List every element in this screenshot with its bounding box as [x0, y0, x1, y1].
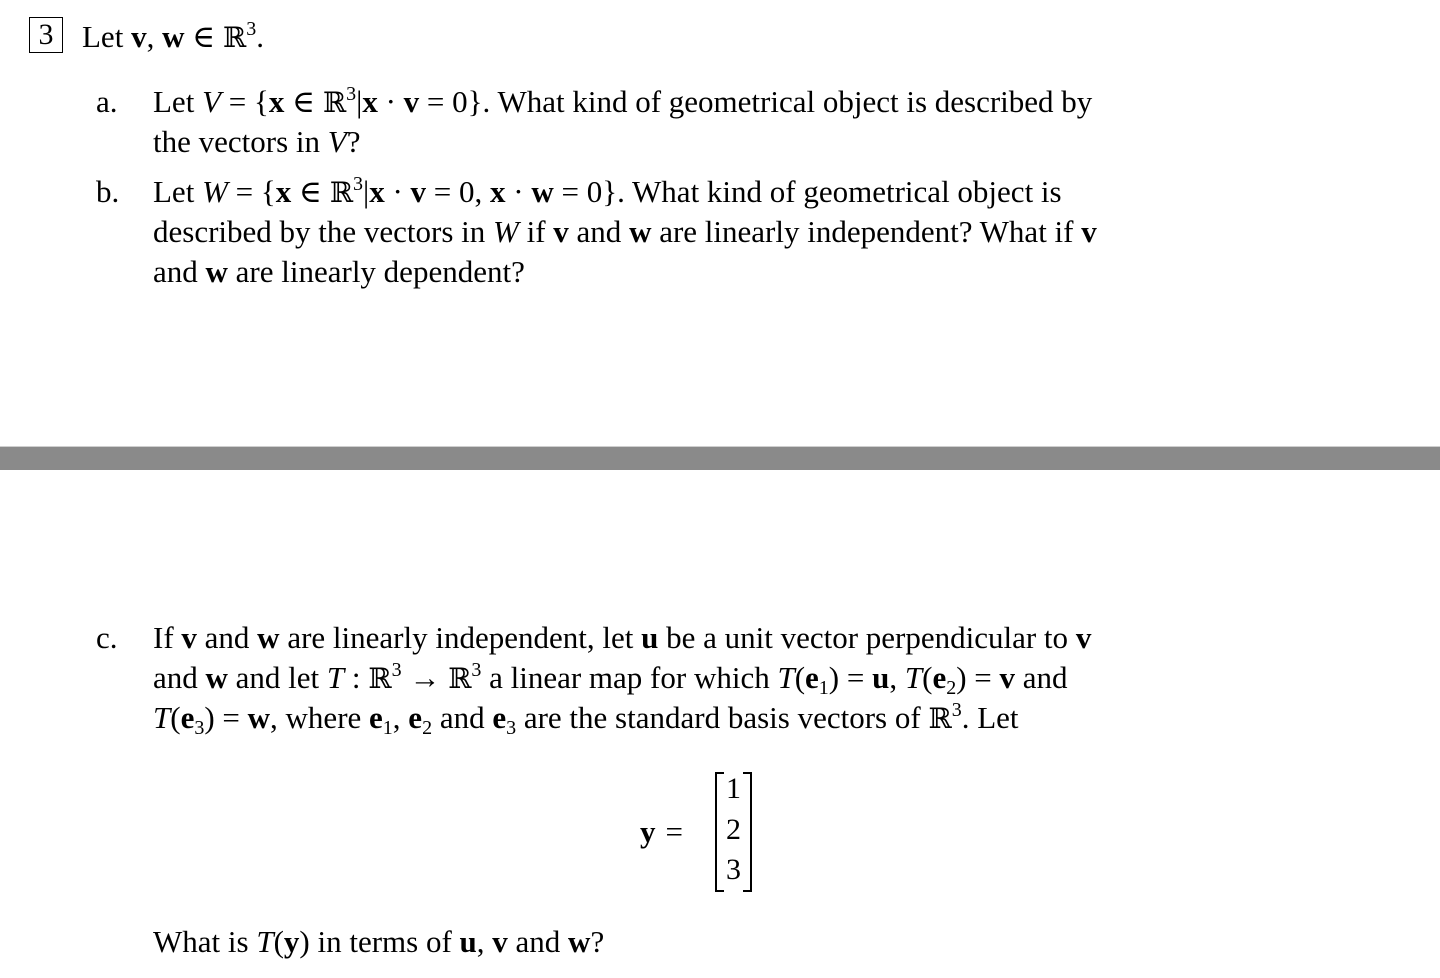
- part-c-line-3: $T(e_3) = w$, where $e_1$, $e_2$ and $e_3$ are the standard basis vectors of ℝ$^3$. Let: [153, 699, 1019, 739]
- page-divider: [0, 446, 1440, 470]
- part-c-question: What is T(y) in terms of u, v and w?: [153, 924, 605, 959]
- problem-intro: Let v, w ∈ ℝ$^3$.: [82, 18, 264, 54]
- part-c-label: c.: [96, 620, 118, 655]
- matrix-entry-3: 3: [726, 853, 741, 886]
- part-a-line-1: Let V = {x ∈ ℝ$^3$|x · v = 0}. What kind of geometrical object is described by: [153, 83, 1093, 119]
- part-a-line-2: the vectors in V?: [153, 124, 361, 159]
- part-b-label: b.: [96, 174, 120, 209]
- matrix-entry-1: 1: [726, 772, 741, 805]
- equation-lhs: y =: [640, 814, 683, 849]
- column-vector-matrix: [715, 772, 752, 890]
- problem-number-box: 3: [29, 17, 63, 53]
- part-b-line-1: Let W = {x ∈ ℝ$^3$|x · v = 0, x · w = 0}. What kind of geometrical object is: [153, 173, 1062, 209]
- part-c-line-2: and w and let T : ℝ$^3$ → ℝ$^3$ a linear map for which $T(e_1) = u$, $T(e_2) = v$ and: [153, 659, 1068, 699]
- part-b-line-2: described by the vectors in W if v and w are linearly independent? What if v: [153, 214, 1097, 249]
- part-a-label: a.: [96, 84, 118, 119]
- part-c-line-1: If v and w are linearly independent, let u be a unit vector perpendicular to v: [153, 620, 1092, 655]
- matrix-entry-2: 2: [726, 813, 741, 846]
- part-b-line-3: and w are linearly dependent?: [153, 254, 525, 289]
